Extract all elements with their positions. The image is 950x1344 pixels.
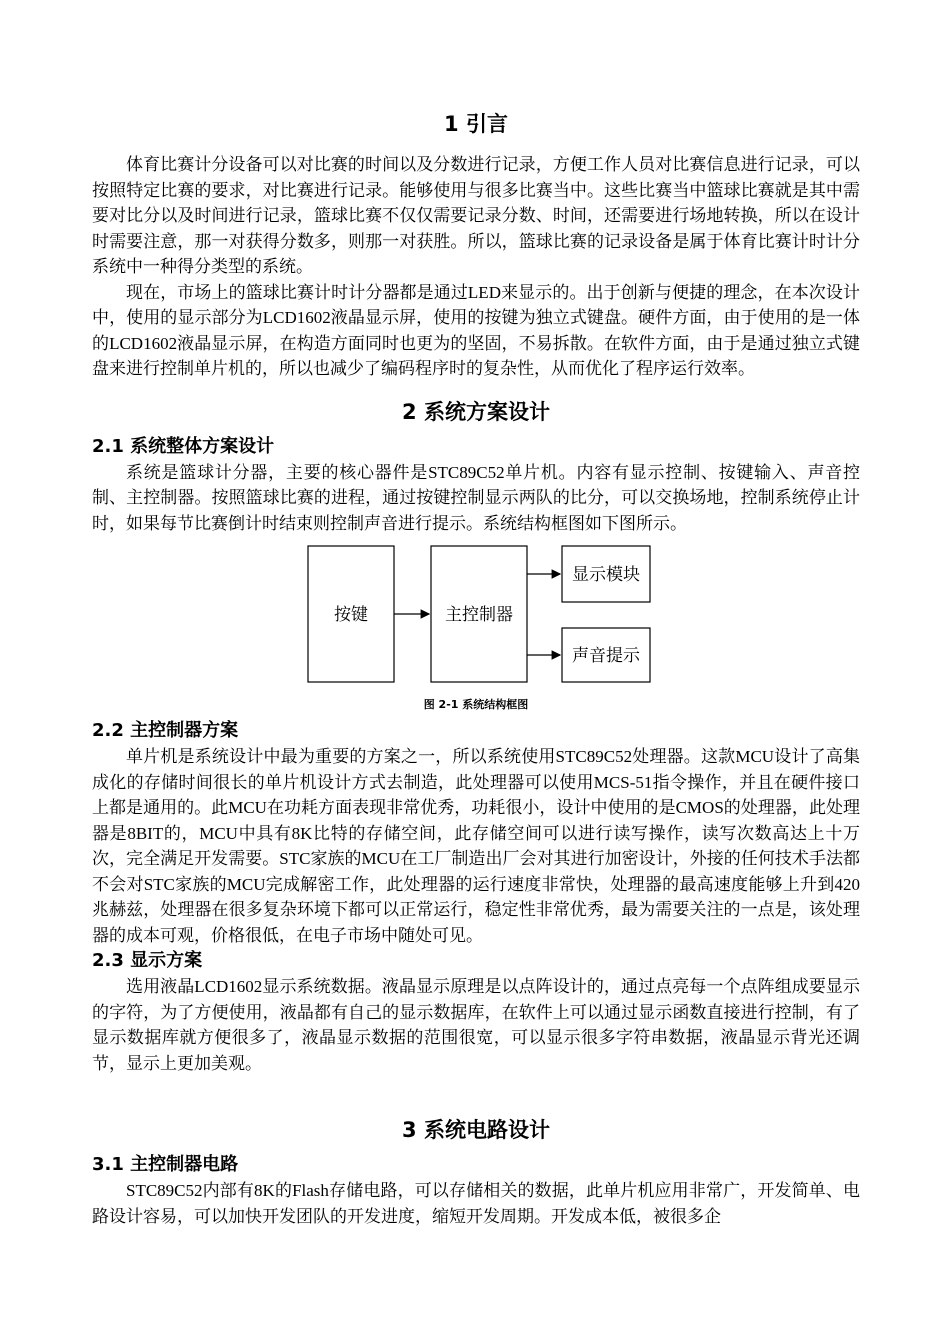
display-module-box — [562, 546, 650, 602]
section-2-1-title: 2.1 系统整体方案设计 — [92, 435, 275, 457]
sound-prompt-box — [562, 628, 650, 682]
controller-box-label: 主控制器 — [445, 605, 513, 625]
keys-box — [308, 546, 394, 682]
chapter1-paragraph-1: 体育比赛计分设备可以对比赛的时间以及分数进行记录，方便工作人员对比赛信息进行记录，可以按照特定比赛的要求，对比赛进行记录。能够使用与很多比赛当中。这些比赛当中篮球比赛就是其中需要对比分以及时间进行记录，篮球比赛不仅仅需要记录分数、时间，还需要进行场地转换，所以在设计时需要注意，那一对获得分数多，则那一对获胜。所以，篮球比赛的记录设备是属于体育比赛计时计分系统中一种得分类型的系统。 — [92, 155, 860, 276]
chapter1-paragraph-2: 现在，市场上的篮球比赛计时计分器都是通过LED来显示的。出于创新与便捷的理念，在本次设计中，使用的显示部分为LCD1602液晶显示屏，使用的按键为独立式键盘。硬件方面，由于使用的是一体的LCD1602液晶显示屏，在构造方面同时也更为的坚固，不易拆散。在软件方面，由于是通过独立式键盘来进行控制单片机的，所以也减少了编码程序时的复杂性，从而优化了程序运行效率。 — [92, 282, 860, 378]
sound-prompt-label: 声音提示 — [572, 646, 640, 666]
chapter1-title: 1 引言 — [444, 112, 508, 136]
section-2-3-paragraph: 选用液晶LCD1602显示系统数据。液晶显示原理是以点阵设计的，通过点亮每一个点阵组成要显示的字符，为了方便使用，液晶都有自己的显示数据库，在软件上可以通过显示函数直接进行控制，有了显示数据库就方便很多了，液晶显示数据的范围很宽，可以显示很多字符串数据，液晶显示背光还调节，显示上更加美观。 — [92, 977, 860, 1073]
section-2-1-paragraph: 系统是篮球计分器，主要的核心器件是STC89C52单片机。内容有显示控制、按键输入、声音控制、主控制器。按照篮球比赛的进程，通过按键控制显示两队的比分，可以交换场地，控制系统停止计时，如果每节比赛倒计时结束则控制声音进行提示。系统结构框图如下图所示。 — [92, 462, 860, 533]
section-3-1-paragraph: STC89C52内部有8K的Flash存储电路，可以存储相关的数据，此单片机应用非常广，开发简单、电路设计容易，可以加快开发团队的开发进度，缩短开发周期。开发成本低，被很多企 — [92, 1181, 860, 1226]
keys-box-label: 按键 — [334, 605, 368, 625]
document-content — [92, 0, 860, 1229]
chapter2-title: 2 系统方案设计 — [402, 399, 550, 424]
figure-caption: 图 2-1 系统结构框图 — [423, 698, 529, 711]
section-2-3-title: 2.3 显示方案 — [92, 950, 203, 971]
section-3-1-title: 3.1 主控制器电路 — [92, 1154, 239, 1175]
display-module-label: 显示模块 — [572, 565, 640, 585]
controller-box — [431, 546, 527, 682]
system-block-diagram — [296, 542, 656, 690]
section-2-2-title: 2.2 主控制器方案 — [92, 720, 239, 741]
section-2-2-paragraph: 单片机是系统设计中最为重要的方案之一，所以系统使用STC89C52处理器。这款MCU设计了高集成化的存储时间很长的单片机设计方式去制造，此处理器可以使用MCS-51指令操作，并且在硬件接口上都是通用的。此MCU在功耗方面表现非常优秀，功耗很小，设计中使用的是CMOS的处理器，此处理器是8BIT的，MCU中具有8K比特的存储空间，此存储空间可以进行读写操作，读写次数高达上十万次，完全满足开发需要。STC家族的MCU在工厂制造出厂会对其进行加密设计，外接的任何技术手法都不会对STC家族的MCU完成解密工作，此处理器的运行速度非常快，处理器的最高速度能够上升到420兆赫兹，处理器在很多复杂环境下都可以正常运行，稳定性非常优秀，最为需要关注的一点是，该处理器的成本可观，价格很低，在电子市场中随处可见。 — [92, 747, 860, 945]
chapter3-title: 3 系统电路设计 — [402, 1118, 550, 1142]
